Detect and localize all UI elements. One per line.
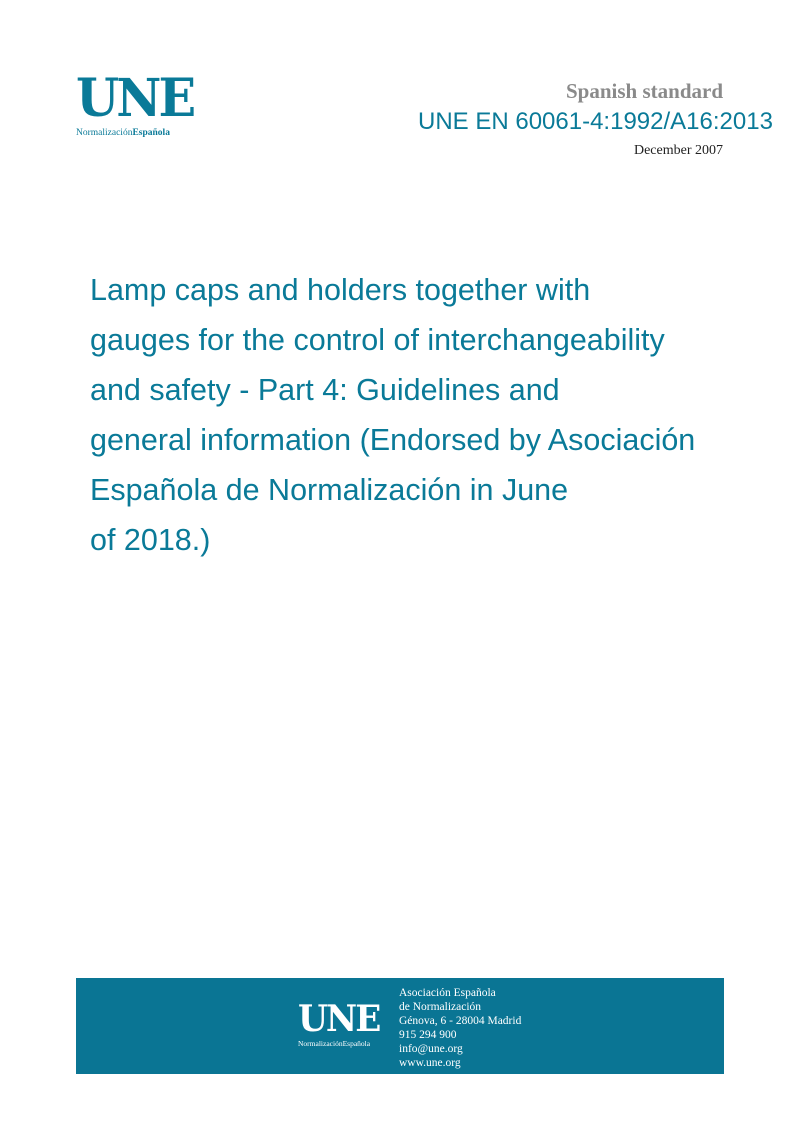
title-line: and safety - Part 4: Guidelines and (90, 373, 560, 407)
document-title (90, 265, 740, 565)
title-line: Lamp caps and holders together with (90, 273, 591, 307)
logo-wordmark: UNE (76, 68, 194, 129)
title-line: of 2018.) (90, 523, 211, 557)
logo-tagline (76, 128, 206, 138)
footer-logo-wordmark: UNE (298, 998, 380, 1040)
contact-phone: 915 294 900 (399, 1029, 457, 1041)
footer-logo (298, 998, 384, 1048)
standard-header (566, 79, 723, 103)
footer-contact (399, 986, 521, 1070)
footer-banner (76, 978, 724, 1074)
contact-address: Génova, 6 - 28004 Madrid (399, 1015, 522, 1027)
footer-logo-tagline-bold: Española (342, 1039, 371, 1048)
contact-org-line-1: Asociación Española (399, 987, 496, 999)
contact-website: www.une.org (399, 1057, 461, 1069)
contact-email: info@une.org (399, 1043, 463, 1055)
standard-code: UNE EN 60061-4:1992/A16:2013 (418, 108, 773, 135)
title-line: general information (Endorsed by Asociación (90, 423, 696, 457)
standard-label: Spanish standard (566, 79, 723, 103)
contact-org-line-2: de Normalización (399, 1001, 482, 1013)
footer-logo-tagline (298, 1039, 384, 1048)
footer-logo-tagline-plain: Normalización (298, 1039, 343, 1048)
logo-tagline-bold: Española (132, 128, 170, 138)
une-logo (76, 68, 206, 138)
standard-date: December 2007 (633, 143, 723, 158)
title-line: Española de Normalización in June (90, 473, 569, 507)
logo-tagline-plain: Normalización (76, 128, 133, 138)
title-line: gauges for the control of interchangeability (90, 323, 665, 357)
